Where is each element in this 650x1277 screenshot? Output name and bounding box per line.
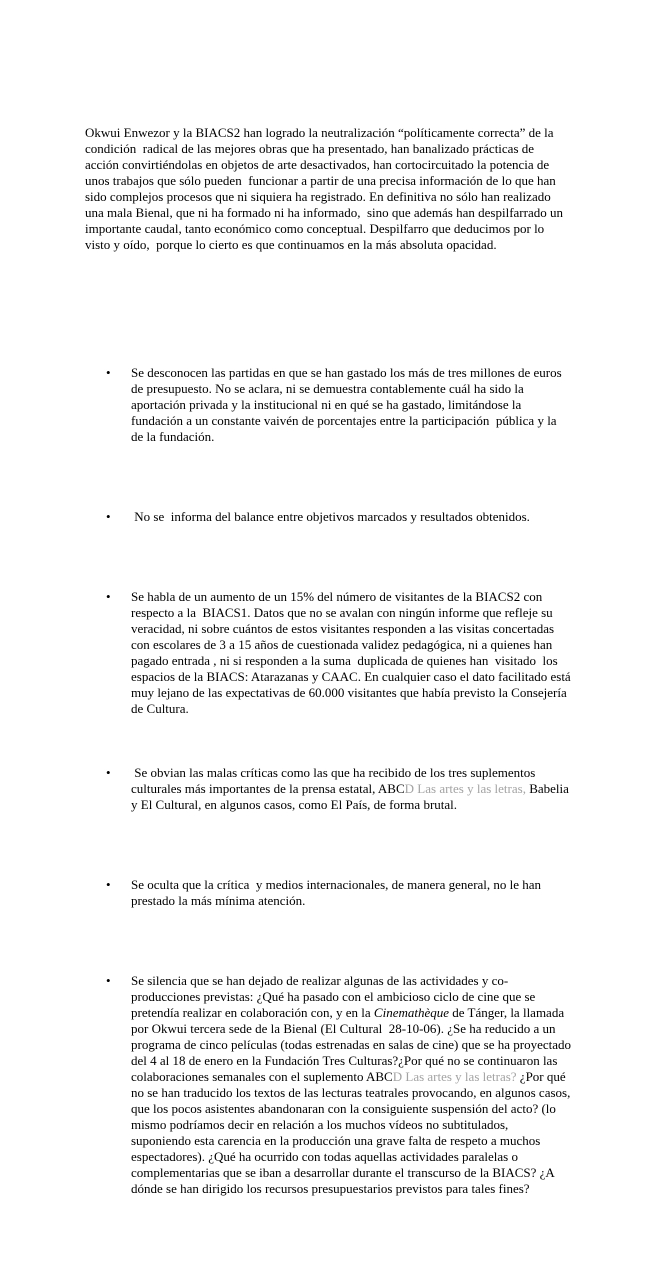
bullet-item-international-critics — [85, 877, 571, 909]
text-segment: No se informa del balance entre objetivos marcados y resultados obtenidos. — [131, 509, 530, 524]
text-segment: de Tánger, la llamada por Okwui tercera sede de la Bienal (El Cultural 28-10-06). ¿Se ha reducido a un programa de cinco películas (todas estrenadas en salas de cine) que se ha proyectado del 4 al 18 de enero en la Fundación Tres Culturas?¿Por qué no se continuaron las colaboraciones semanales con el suplemento ABC — [131, 1005, 575, 1084]
text-segment-italic: Cinemathèque — [373, 1005, 449, 1020]
bullet-marker: • — [106, 765, 111, 780]
text-segment: Se habla de un aumento de un 15% del número de visitantes de la BIACS2 con respecto a la BIACS1. Datos que no se avalan con ningún informe que refleje su veracidad, ni sobre cuántos de estos visitantes responden a las visitas concertadas con escolares de 3 a 15 años de cuestionada validez pedagógica, ni a quienes han pagado entrada , ni si responden a la suma duplicada de quienes han visitado los espacios de la BIACS: Atarazanas y CAAC. En cualquier caso el dato facilitado está muy lejano de las expectativas de 60.000 visitantes que había previsto la Consejería de Cultura. — [131, 589, 574, 716]
document-content — [85, 77, 575, 1277]
text-segment: Babelia y El Cultural, en algunos casos, como El País, de forma brutal. — [131, 781, 573, 812]
bullet-marker: • — [106, 509, 111, 524]
bullet-list — [85, 317, 575, 1245]
text-segment: Se obvian las malas críticas como las que ha recibido de los tres suplementos culturales más importantes de la prensa estatal, ABC — [131, 765, 539, 796]
intro-paragraph — [85, 125, 571, 253]
bullet-marker: • — [106, 877, 111, 892]
bullet-item-visitors — [85, 589, 574, 717]
text-segment-gray: D Las artes y las letras? — [392, 1069, 517, 1084]
text-segment: Se silencia que se han dejado de realizar algunas de las actividades y co-producciones previstas: ¿Qué ha pasado con el ambicioso ciclo de cine que se pretendía realizar en colaboración con, y en la — [131, 973, 539, 1020]
text-segment-gray: D Las artes y las letras, — [404, 781, 526, 796]
intro-text: Okwui Enwezor y la BIACS2 han logrado la neutralización “políticamente correcta” de la condición radical de las mejores obras que ha presentado, han banalizado prácticas de acción convirtiéndolas en objetos de arte desactivados, han cortocircuitado la potencia de unos trabajos que sólo pueden funcionar a partir de una precisa información de lo que han sido complejos procesos que ni siquiera ha registrado. En definitiva no sólo han realizado una mala Bienal, que ni ha formado ni ha informado, sino que además han despilfarrado un importante caudal, tanto económico como conceptual. Despilfarro que deducimos por lo visto y oído, porque lo cierto es que continuamos en la más absoluta opacidad. — [85, 125, 567, 252]
bullet-item-press-critics — [85, 765, 571, 813]
text-segment: ¿Por qué no se han traducido los textos de las lecturas teatrales provocando, en algunos casos, que los pocos asistentes abandonaran con la consiguiente suspensión del acto? (lo mismo podríamos decir en relación a los muchos vídeos no subtitulados, suponiendo esta carencia en la producción una grave falta de respeto a muchos espectadores). ¿Qué ha ocurrido con todas aquellas actividades paralelas o complementarias que se iban a desarrollar durante el transcurso de la BIACS? ¿A dónde se han dirigido los recursos presupuestarios previstos para tales fines? — [131, 1069, 574, 1196]
bullet-item-balance — [85, 509, 571, 525]
text-segment: Se oculta que la crítica y medios internacionales, de manera general, no le han prestado la más mínima atención. — [131, 877, 545, 908]
bullet-marker: • — [106, 365, 111, 380]
bullet-item-cancelled-activities — [85, 973, 575, 1197]
bullet-marker: • — [106, 589, 111, 604]
bullet-marker: • — [106, 973, 111, 988]
text-segment: Se desconocen las partidas en que se han gastado los más de tres millones de euros de presupuesto. No se aclara, ni se demuestra contablemente cuál ha sido la aportación privada y la institucional ni en qué se ha gastado, limitándose la fundación a un constante vaivén de porcentajes entre la participación pública y la de la fundación. — [131, 365, 565, 444]
bullet-item-budget — [85, 365, 571, 445]
